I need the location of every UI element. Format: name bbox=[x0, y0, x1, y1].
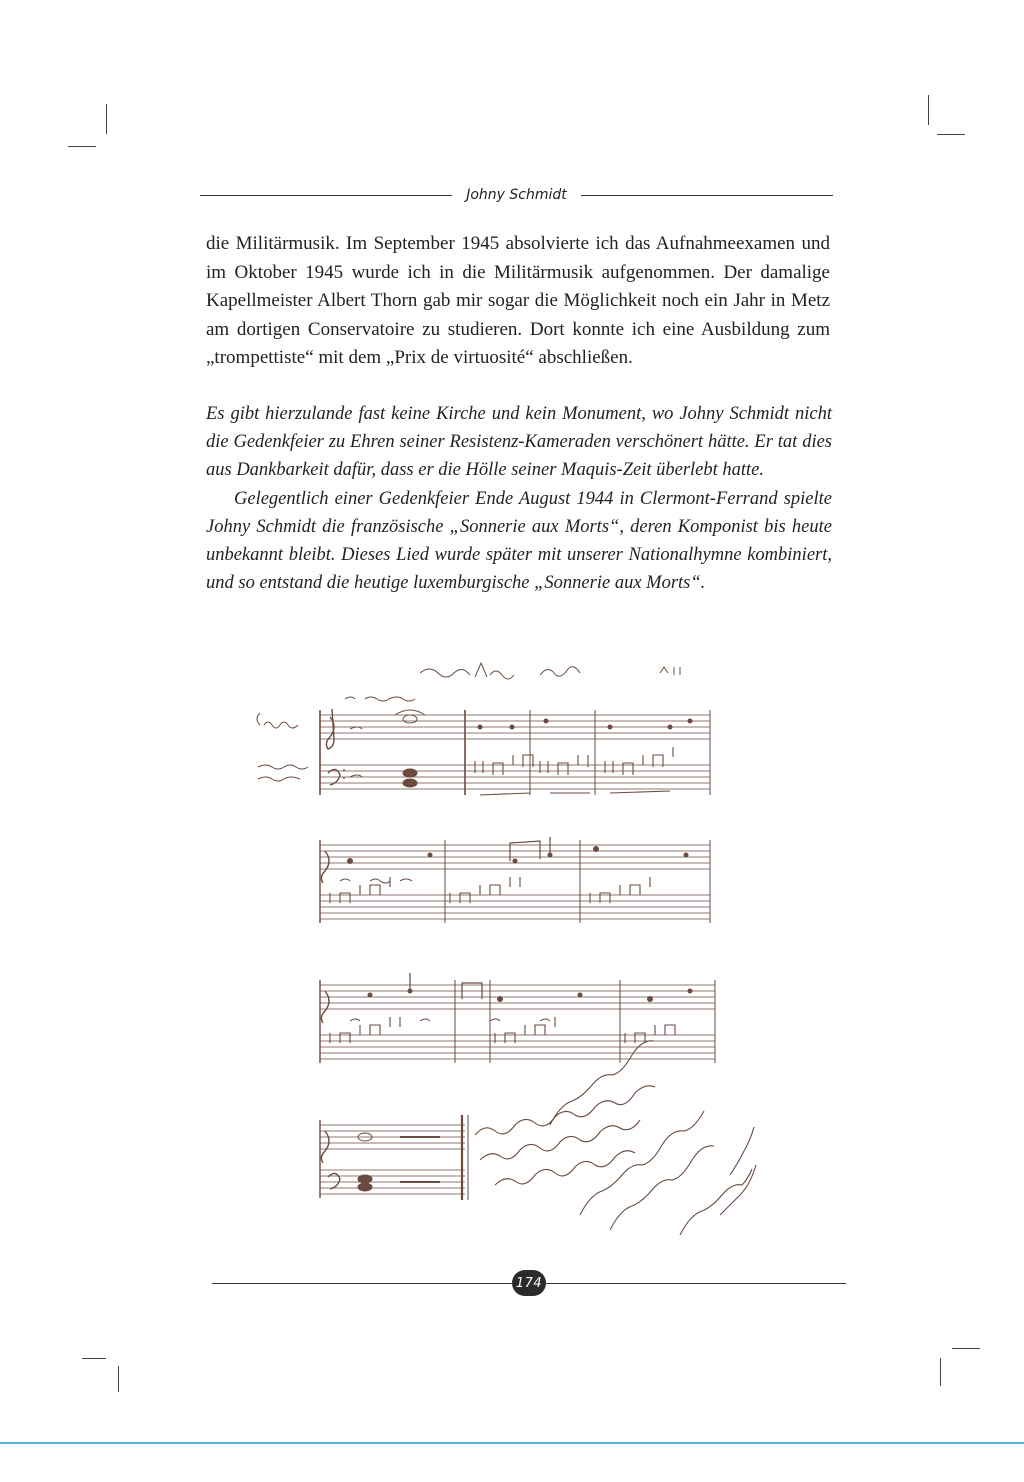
page-number-badge: 174 bbox=[512, 1270, 546, 1296]
crop-mark-top-left-horizontal bbox=[68, 146, 96, 147]
scan-edge-line bbox=[0, 1442, 1024, 1444]
crop-mark-top-right-vertical bbox=[928, 95, 929, 125]
body-paragraph: die Militärmusik. Im September 1945 absolvierte ich das Aufnahmeexamen und im Oktober 1945 wurde ich in die Militärmusik aufgenommen. Der damalige Kapellmeister Albert Thorn gab mir sogar die Möglichkeit noch ein Jahr in Metz am dortigen Conservatoire zu studieren. Dort konnte ich eine Ausbildung zum „trompettiste“ mit dem „Prix de virtuosité“ abschließen. bbox=[206, 233, 830, 368]
handwritten-score-image bbox=[250, 655, 780, 1235]
crop-mark-bottom-right-horizontal bbox=[952, 1348, 980, 1349]
crop-mark-top-left-vertical bbox=[106, 104, 107, 134]
footer-rule-right bbox=[546, 1283, 846, 1284]
crop-mark-bottom-left-vertical bbox=[118, 1366, 119, 1392]
crop-mark-bottom-left-horizontal bbox=[82, 1358, 106, 1359]
page-footer bbox=[212, 1270, 846, 1296]
quote-paragraph-2: Gelegentlich einer Gedenkfeier Ende August 1944 in Clermont-Ferrand spielte Johny Schmidt die französische „Sonnerie aux Morts“, deren Komponist bis heute unbekannt bleibt. Dieses Lied wurde später mit unserer Nationalhymne kombiniert, und so entstand die heutige luxemburgische „Sonnerie aux Morts“. bbox=[206, 488, 832, 594]
footer-rule-left bbox=[212, 1283, 512, 1284]
running-head-rule-left bbox=[200, 195, 452, 196]
running-head-title: Johny Schmidt bbox=[466, 187, 567, 203]
crop-mark-bottom-right-vertical bbox=[940, 1358, 941, 1386]
crop-mark-top-right-horizontal bbox=[937, 134, 965, 135]
quote-section bbox=[206, 400, 832, 597]
running-head-rule-right bbox=[581, 195, 833, 196]
running-head bbox=[200, 185, 833, 205]
quote-paragraph-1: Es gibt hierzulande fast keine Kirche und kein Monument, wo Johny Schmidt nicht die Gedenkfeier zu Ehren seiner Resistenz-Kameraden verschönert hätte. Er tat dies aus Dankbarkeit dafür, dass er die Hölle seiner Maquis-Zeit überlebt hatte. bbox=[206, 404, 832, 481]
